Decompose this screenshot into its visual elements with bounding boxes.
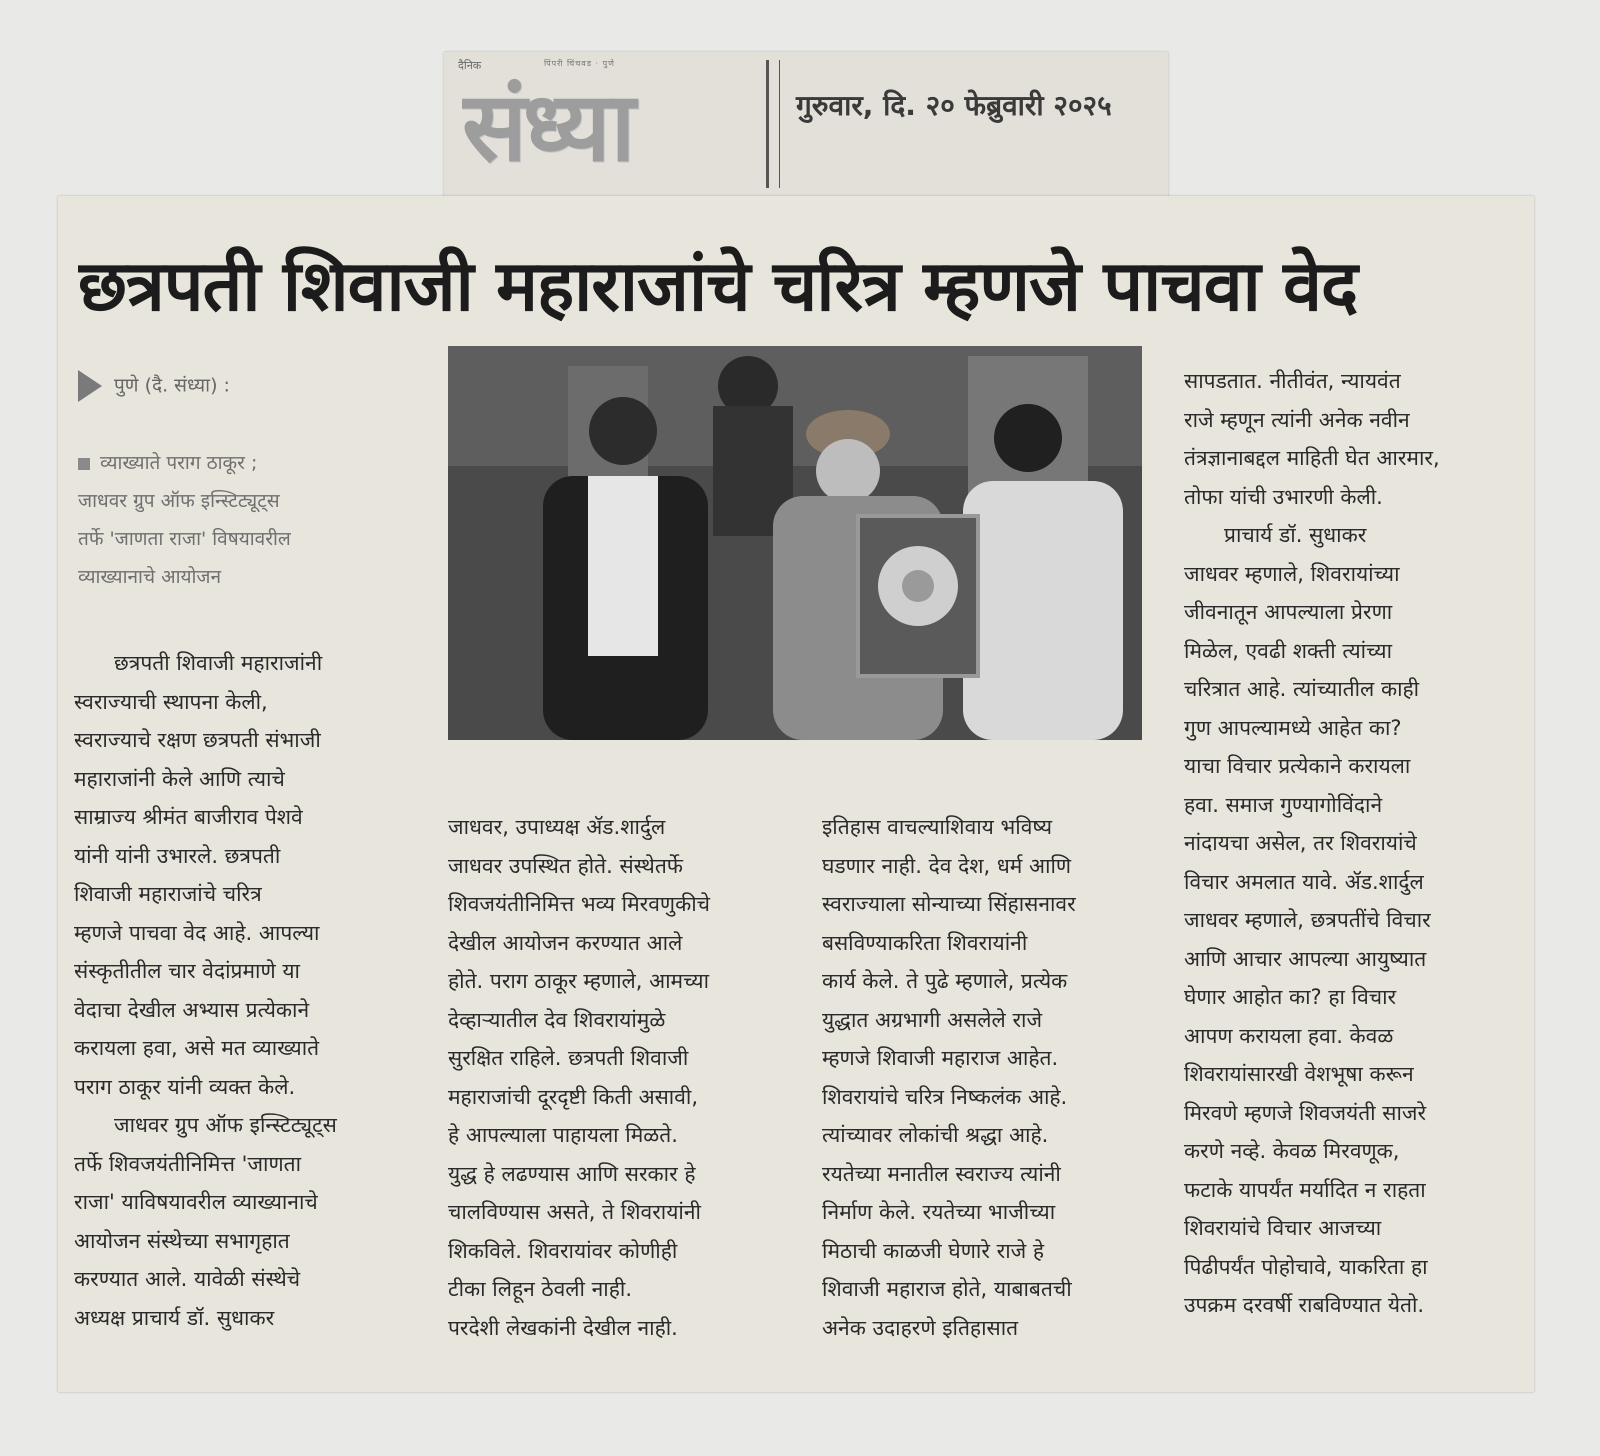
- text-line: स्वराज्याला सोन्याच्या सिंहासनावर: [822, 892, 1076, 916]
- text-line: करण्यात आले. यावेळी संस्थेचे: [74, 1267, 301, 1291]
- text-line: शिवरायांचे विचार आजच्या: [1184, 1216, 1382, 1240]
- masthead-clipping: [444, 52, 1168, 200]
- text-line: करायला हवा, असे मत व्याख्याते: [74, 1036, 320, 1060]
- article-column-1: [74, 644, 404, 1337]
- text-line: करणे नव्हे. केवळ मिरवणूक,: [1184, 1139, 1400, 1163]
- article-column-3: [822, 808, 1172, 1347]
- text-line: नांदायचा असेल, तर शिवरायांचे: [1184, 831, 1417, 855]
- text-line: जाधवर ग्रुप ऑफ इन्स्टिट्यूट्स: [114, 1113, 337, 1137]
- article-clipping: [58, 196, 1534, 1392]
- text-line: रयतेच्या मनातील स्वराज्य त्यांनी: [822, 1161, 1061, 1186]
- text-line: जीवनातून आपल्याला प्रेरणा: [1184, 600, 1393, 624]
- masthead-tagline: पिंपरी चिंचवड · पुणे: [544, 59, 615, 68]
- text-line: इतिहास वाचल्याशिवाय भविष्य: [822, 815, 1053, 839]
- article-summary: [78, 444, 388, 596]
- text-line: बसविण्याकरिता शिवरायांनी: [822, 930, 1028, 955]
- masthead-divider: [766, 60, 780, 188]
- text-line: संस्कृतीतील चार वेदांप्रमाणे या: [74, 959, 300, 983]
- text-line: चरित्रात आहे. त्यांच्यातील काही: [1184, 677, 1420, 701]
- text-line: जाधवर म्हणाले, छत्रपतींचे विचार: [1184, 908, 1431, 932]
- text-line: हवा. समाज गुण्यागोविंदाने: [1184, 792, 1383, 817]
- text-line: घडणार नाही. देव देश, धर्म आणि: [822, 853, 1072, 878]
- masthead-tag: दैनिक: [458, 59, 482, 72]
- text-line: गुण आपल्यामध्ये आहेत का?: [1184, 715, 1402, 740]
- text-line: कार्य केले. ते पुढे म्हणाले, प्रत्येक: [822, 969, 1068, 993]
- text-line: महाराजांनी केले आणि त्याचे: [74, 766, 285, 791]
- text-line: युद्ध हे लढण्यास आणि सरकार हे: [448, 1161, 696, 1186]
- text-line: यांनी यांनी उभारले. छत्रपती: [74, 843, 281, 868]
- text-line: स्वराज्याचे रक्षण छत्रपती संभाजी: [74, 728, 321, 752]
- text-line: म्हणजे पाचवा वेद आहे. आपल्या: [74, 920, 320, 945]
- text-line: राजे म्हणून त्यांनी अनेक नवीन: [1184, 407, 1410, 432]
- text-line: शिवाजी महाराजांचे चरित्र: [74, 882, 262, 906]
- text-line: जाधवर उपस्थित होते. संस्थेतर्फे: [448, 853, 683, 878]
- text-line: घेणार आहोत का? हा विचार: [1184, 985, 1397, 1009]
- text-line: साम्राज्य श्रीमंत बाजीराव पेशवे: [74, 805, 303, 829]
- article-column-4: [1184, 362, 1524, 1325]
- summary-line: व्याख्यानाचे आयोजन: [78, 566, 222, 588]
- text-line: आपण करायला हवा. केवळ: [1184, 1023, 1394, 1048]
- text-line: त्यांच्यावर लोकांची श्रद्धा आहे.: [822, 1123, 1049, 1147]
- event-photo-image: [448, 346, 1142, 740]
- text-line: आयोजन संस्थेच्या सभागृहात: [74, 1228, 290, 1253]
- text-line: फटाके यापर्यंत मर्यादित न राहता: [1184, 1177, 1426, 1202]
- text-line: प्राचार्य डॉ. सुधाकर: [1224, 523, 1367, 547]
- text-line: परदेशी लेखकांनी देखील नाही.: [448, 1315, 678, 1340]
- text-line: होते. पराग ठाकूर म्हणाले, आमच्या: [448, 969, 710, 993]
- text-line: पिढीपर्यंत पोहोचावे, याकरिता हा: [1184, 1254, 1428, 1279]
- text-line: म्हणजे शिवाजी महाराज आहेत.: [822, 1046, 1059, 1070]
- text-line: शिवरायांचे चरित्र निष्कलंक आहे.: [822, 1084, 1068, 1109]
- text-line: सापडतात. नीतीवंत, न्यायवंत: [1184, 369, 1401, 393]
- text-line: राजा' याविषयावरील व्याख्यानाचे: [74, 1190, 318, 1214]
- text-line: शिवजयंतीनिमित्त भव्य मिरवणुकीचे: [448, 892, 710, 916]
- text-line: हे आपल्याला पाहायला मिळते.: [448, 1123, 678, 1147]
- text-line: निर्माण केले. रयतेच्या भाजीच्या: [822, 1200, 1056, 1224]
- text-line: विचार अमलात यावे. ॲड.शार्दुल: [1184, 869, 1424, 894]
- text-line: देव्हाऱ्यातील देव शिवरायांमुळे: [448, 1007, 666, 1032]
- text-line: युद्धात अग्रभागी असलेले राजे: [822, 1007, 1043, 1032]
- text-line: शिवरायांसारखी वेशभूषा करून: [1184, 1062, 1414, 1086]
- play-icon: [78, 370, 102, 402]
- text-line: चालविण्यास असते, ते शिवरायांनी: [448, 1200, 701, 1224]
- byline: [78, 370, 230, 402]
- text-line: अनेक उदाहरणे इतिहासात: [822, 1315, 1019, 1340]
- bullet-icon: [78, 458, 90, 470]
- byline-text: पुणे (दै. संध्या) :: [114, 374, 230, 397]
- text-line: देखील आयोजन करण्यात आले: [448, 930, 683, 955]
- text-line: मिरवणे म्हणजे शिवजयंती साजरे: [1184, 1100, 1427, 1125]
- text-line: महाराजांची दूरदृष्टी किती असावी,: [448, 1084, 699, 1109]
- text-line: स्वराज्याची स्थापना केली,: [74, 689, 268, 714]
- text-line: टीका लिहून ठेवली नाही.: [448, 1277, 633, 1301]
- text-line: वेदाचा देखील अभ्यास प्रत्येकाने: [74, 997, 310, 1022]
- text-line: जाधवर, उपाध्यक्ष ॲड.शार्दुल: [448, 815, 666, 839]
- text-line: तंत्रज्ञानाबद्दल माहिती घेत आरमार,: [1184, 446, 1440, 470]
- text-line: सुरक्षित राहिले. छत्रपती शिवाजी: [448, 1046, 689, 1070]
- text-line: अध्यक्ष प्राचार्य डॉ. सुधाकर: [74, 1305, 275, 1330]
- article-headline: छत्रपती शिवाजी महाराजांचे चरित्र म्हणजे पाचवा वेद: [78, 245, 1358, 327]
- article-column-2: [448, 808, 798, 1347]
- text-line: छत्रपती शिवाजी महाराजांनी: [114, 651, 323, 675]
- summary-line: जाधवर ग्रुप ऑफ इन्स्टिट्यूट्स: [78, 490, 280, 512]
- text-line: उपक्रम दरवर्षी राबविण्यात येतो.: [1184, 1293, 1425, 1317]
- text-line: याचा विचार प्रत्येकाने करायला: [1184, 754, 1411, 778]
- summary-line: तर्फे 'जाणता राजा' विषयावरील: [78, 528, 291, 550]
- text-line: तोफा यांची उभारणी केली.: [1184, 484, 1383, 509]
- text-line: शिकविले. शिवरायांवर कोणीही: [448, 1238, 678, 1263]
- event-photo: [448, 346, 1142, 740]
- text-line: जाधवर म्हणाले, शिवरायांच्या: [1184, 561, 1400, 586]
- text-line: मिठाची काळजी घेणारे राजे हे: [822, 1238, 1045, 1263]
- text-line: तर्फे शिवजयंतीनिमित्त 'जाणता: [74, 1151, 302, 1176]
- text-line: मिळेल, एवढी शक्ती त्यांच्या: [1184, 638, 1393, 663]
- text-line: पराग ठाकूर यांनी व्यक्त केले.: [74, 1074, 296, 1099]
- summary-line: व्याख्याते पराग ठाकूर ;: [78, 444, 388, 482]
- text-line: शिवाजी महाराज होते, याबाबतची: [822, 1277, 1072, 1301]
- publication-date: गुरुवार, दि. २० फेब्रुवारी २०२५: [796, 89, 1112, 122]
- newspaper-logo: संध्या: [462, 70, 632, 183]
- text-line: आणि आचार आपल्या आयुष्यात: [1184, 946, 1427, 971]
